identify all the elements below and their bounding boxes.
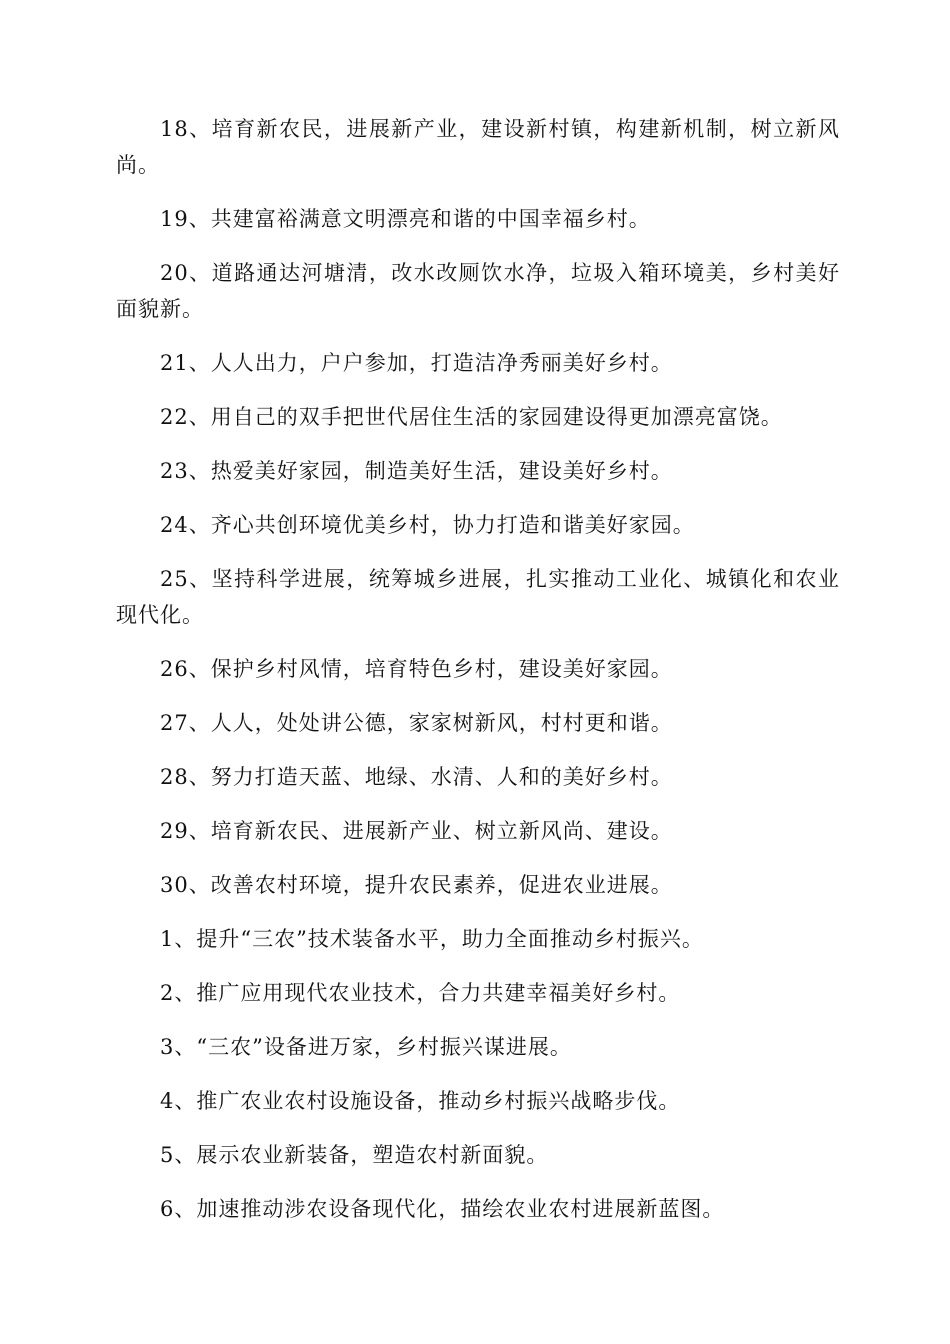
slogan-paragraph-24: 24、齐心共创环境优美乡村，协力打造和谐美好家园。 bbox=[160, 513, 695, 537]
slogan-paragraph-22: 22、用自己的双手把世代居住生活的家园建设得更加漂亮富饶。 bbox=[160, 405, 783, 429]
slogan-paragraph-23: 23、热爱美好家园，制造美好生活，建设美好乡村。 bbox=[160, 459, 673, 483]
slogan-paragraph-1: 1、提升“三农”技术装备水平，助力全面推动乡村振兴。 bbox=[160, 927, 704, 951]
slogan-paragraph-3: 3、“三农”设备进万家，乡村振兴谋进展。 bbox=[160, 1035, 572, 1059]
slogan-paragraph-29: 29、培育新农民、进展新产业、树立新风尚、建设。 bbox=[160, 819, 673, 843]
slogan-paragraph-20: 20、道路通达河塘清，改水改厕饮水净，垃圾入箱环境美，乡村美好面貌新。 bbox=[116, 261, 840, 321]
slogan-paragraph-19: 19、共建富裕满意文明漂亮和谐的中国幸福乡村。 bbox=[160, 207, 651, 231]
slogan-paragraph-2: 2、推广应用现代农业技术，合力共建幸福美好乡村。 bbox=[160, 981, 681, 1005]
slogan-paragraph-26: 26、保护乡村风情，培育特色乡村，建设美好家园。 bbox=[160, 657, 673, 681]
slogan-paragraph-6: 6、加速推动涉农设备现代化，描绘农业农村进展新蓝图。 bbox=[160, 1197, 725, 1221]
slogan-paragraph-5: 5、展示农业新装备，塑造农村新面貌。 bbox=[160, 1143, 549, 1167]
slogan-paragraph-27: 27、人人，处处讲公德，家家树新风，村村更和谐。 bbox=[160, 711, 673, 735]
slogan-paragraph-25: 25、坚持科学进展，统筹城乡进展，扎实推动工业化、城镇化和农业现代化。 bbox=[116, 567, 840, 627]
slogan-paragraph-21: 21、人人出力，户户参加，打造洁净秀丽美好乡村。 bbox=[160, 351, 673, 375]
slogan-paragraph-28: 28、努力打造天蓝、地绿、水清、人和的美好乡村。 bbox=[160, 765, 673, 789]
slogan-paragraph-18: 18、培育新农民，进展新产业，建设新村镇，构建新机制，树立新风尚。 bbox=[116, 117, 840, 177]
slogan-paragraph-4: 4、推广农业农村设施设备，推动乡村振兴战略步伐。 bbox=[160, 1089, 681, 1113]
slogan-paragraph-30: 30、改善农村环境，提升农民素养，促进农业进展。 bbox=[160, 873, 673, 897]
